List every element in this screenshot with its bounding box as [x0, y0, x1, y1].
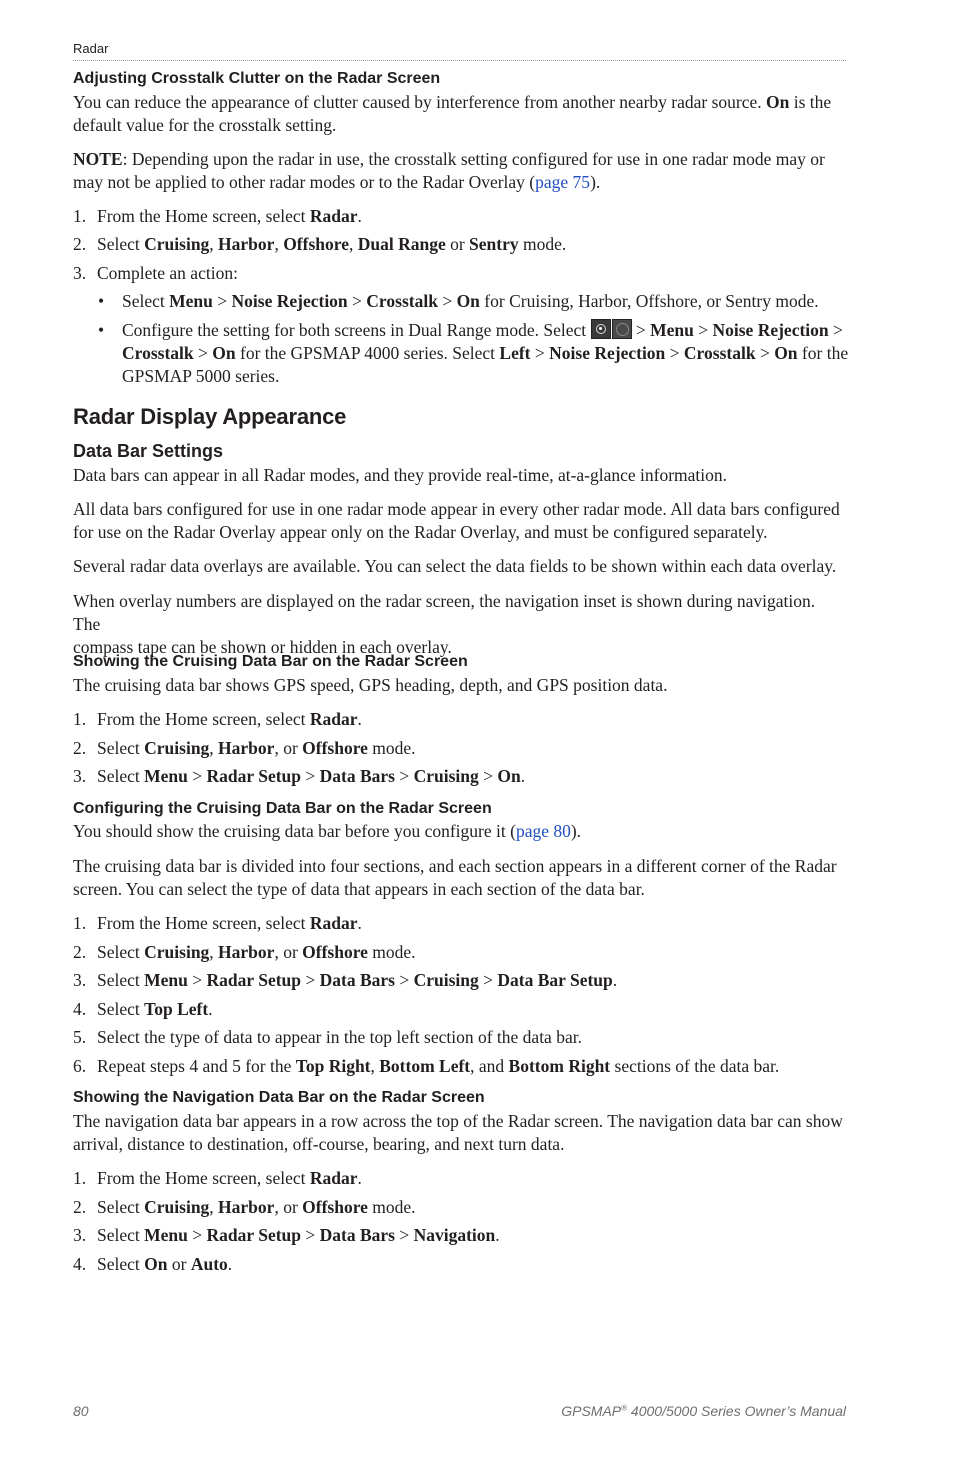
- para: When overlay numbers are displayed on the radar screen, the navigation inset is shown during navigation. The compass tape can be shown or hidden in each overlay.: [73, 591, 816, 657]
- para: You should show the cruising data bar before you configure it (page 80).: [73, 821, 582, 841]
- running-header: [73, 40, 846, 61]
- heading-config-cruising: Configuring the Cruising Data Bar on the Radar Screen: [73, 800, 492, 817]
- note: NOTE: Depending upon the radar in use, the crosstalk setting configured for use in one radar mode may or may not be applied to other radar modes or to the Radar Overlay (page 75).: [73, 149, 825, 192]
- page-number: 80: [73, 1403, 89, 1419]
- manual-title: GPSMAP® 4000/5000 Series Owner’s Manual: [561, 1403, 846, 1419]
- para: Data bars can appear in all Radar modes, and they provide real-time, at-a-glance information.: [73, 465, 728, 485]
- para: The navigation data bar appears in a row across the top of the Radar screen. The navigation data bar can show arrival, distance to destination, off-course, bearing, and next turn data.: [73, 1111, 843, 1154]
- para: The cruising data bar shows GPS speed, GPS heading, depth, and GPS position data.: [73, 675, 668, 695]
- radar-icon: [591, 319, 611, 339]
- heading-radar-display: Radar Display Appearance: [73, 404, 347, 429]
- para: All data bars configured for use in one radar mode appear in every other radar mode. All data bars configured for use on the Radar Overlay appear only on the Radar Overlay, and must be configured separately.: [73, 499, 840, 542]
- heading-show-cruising: Showing the Cruising Data Bar on the Radar Screen: [73, 653, 468, 670]
- section-name: Radar: [73, 41, 109, 56]
- para-crosstalk-intro: You can reduce the appearance of clutter caused by interference from another nearby radar source. On is the default value for the crosstalk setting.: [73, 92, 832, 135]
- sweep-icon: [612, 319, 632, 339]
- link-page-80[interactable]: page 80: [515, 821, 571, 841]
- para: Several radar data overlays are available. You can select the data fields to be shown within each data overlay.: [73, 556, 837, 576]
- link-page-75[interactable]: page 75: [535, 172, 591, 192]
- heading-data-bar-settings: Data Bar Settings: [73, 441, 224, 461]
- heading-show-navigation: Showing the Navigation Data Bar on the Radar Screen: [73, 1089, 485, 1106]
- para: The cruising data bar is divided into four sections, and each section appears in a different corner of the Radar screen. You can select the type of data that appears in each section of the data bar.: [73, 856, 837, 899]
- heading-crosstalk: Adjusting Crosstalk Clutter on the Radar Screen: [73, 70, 441, 87]
